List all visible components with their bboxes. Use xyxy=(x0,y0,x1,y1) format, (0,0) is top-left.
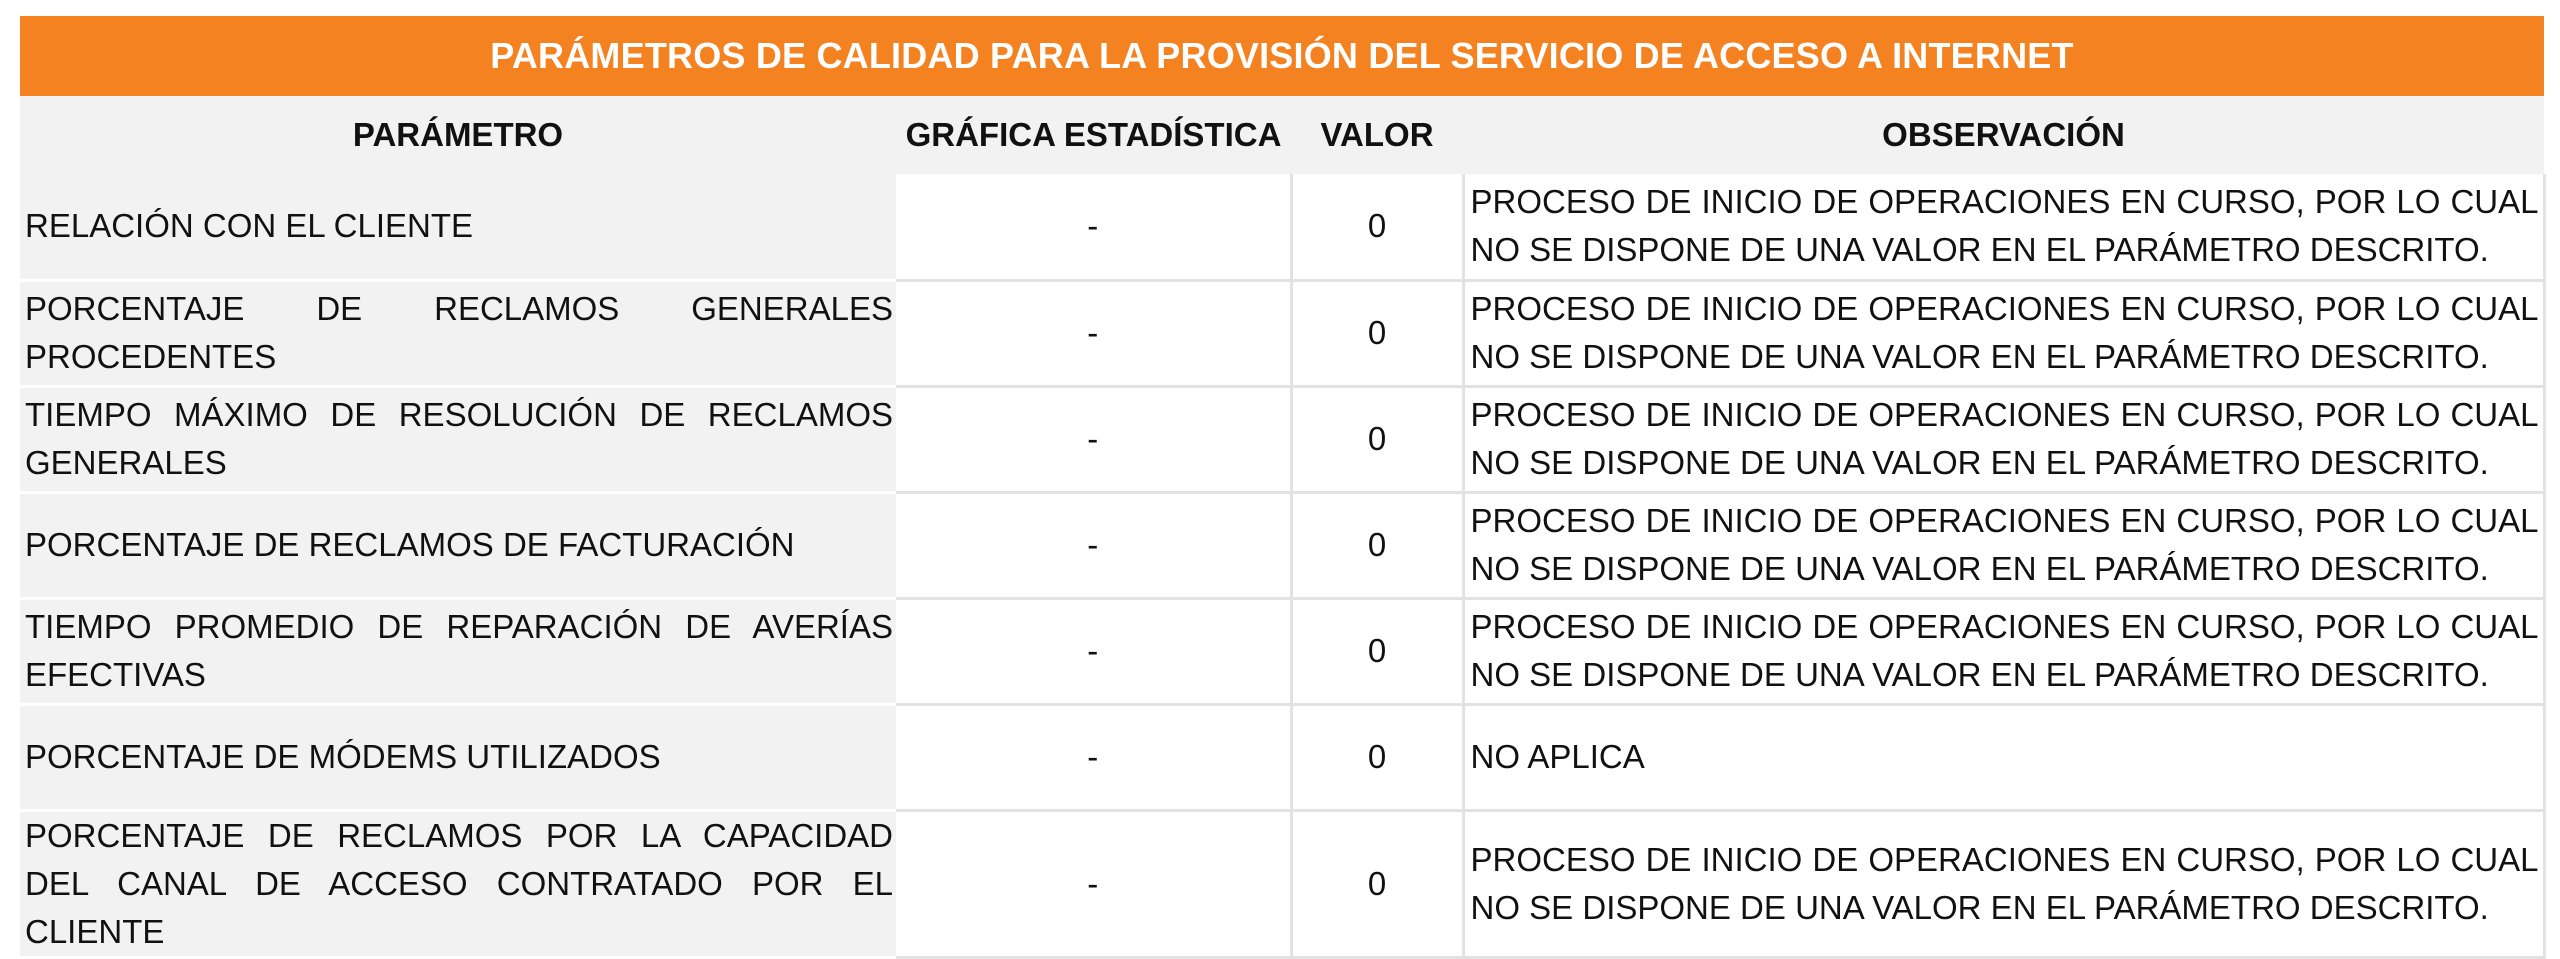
table-row xyxy=(20,810,2544,957)
column-header-observacion: OBSERVACIÓN xyxy=(1463,96,2544,174)
value-cell: 0 xyxy=(1291,386,1463,492)
chart-cell: - xyxy=(896,174,1291,280)
chart-cell: - xyxy=(896,704,1291,810)
chart-cell: - xyxy=(896,598,1291,704)
header-row xyxy=(20,96,2544,174)
column-header-valor: VALOR xyxy=(1291,96,1463,174)
quality-parameters-sheet xyxy=(20,16,2544,959)
table-row xyxy=(20,492,2544,598)
column-header-parametro: PARÁMETRO xyxy=(20,96,896,174)
value-cell: 0 xyxy=(1291,810,1463,957)
value-cell: 0 xyxy=(1291,704,1463,810)
value-cell: 0 xyxy=(1291,174,1463,280)
table-row xyxy=(20,386,2544,492)
observation-cell: PROCESO DE INICIO DE OPERACIONES EN CURSO, POR LO CUAL NO SE DISPONE DE UNA VALOR EN EL PARÁMETRO DESCRITO. xyxy=(1463,810,2544,957)
column-header-grafica: GRÁFICA ESTADÍSTICA xyxy=(896,96,1291,174)
parameter-cell: PORCENTAJE DE RECLAMOS DE FACTURACIÓN xyxy=(20,492,896,598)
parameter-cell: PORCENTAJE DE RECLAMOS POR LA CAPACIDAD DEL CANAL DE ACCESO CONTRATADO POR EL CLIENTE xyxy=(20,810,896,957)
table-row xyxy=(20,704,2544,810)
parameter-cell: PORCENTAJE DE RECLAMOS GENERALES PROCEDENTES xyxy=(20,280,896,386)
observation-cell: PROCESO DE INICIO DE OPERACIONES EN CURSO, POR LO CUAL NO SE DISPONE DE UNA VALOR EN EL PARÁMETRO DESCRITO. xyxy=(1463,492,2544,598)
value-cell: 0 xyxy=(1291,492,1463,598)
table-row xyxy=(20,598,2544,704)
parameter-cell: PORCENTAJE DE MÓDEMS UTILIZADOS xyxy=(20,704,896,810)
parameter-cell: RELACIÓN CON EL CLIENTE xyxy=(20,174,896,280)
table-row xyxy=(20,280,2544,386)
chart-cell: - xyxy=(896,280,1291,386)
observation-cell: NO APLICA xyxy=(1463,704,2544,810)
observation-cell: PROCESO DE INICIO DE OPERACIONES EN CURSO, POR LO CUAL NO SE DISPONE DE UNA VALOR EN EL PARÁMETRO DESCRITO. xyxy=(1463,174,2544,280)
parameter-cell: TIEMPO MÁXIMO DE RESOLUCIÓN DE RECLAMOS GENERALES xyxy=(20,386,896,492)
table-row xyxy=(20,174,2544,280)
observation-cell: PROCESO DE INICIO DE OPERACIONES EN CURSO, POR LO CUAL NO SE DISPONE DE UNA VALOR EN EL PARÁMETRO DESCRITO. xyxy=(1463,598,2544,704)
observation-cell: PROCESO DE INICIO DE OPERACIONES EN CURSO, POR LO CUAL NO SE DISPONE DE UNA VALOR EN EL PARÁMETRO DESCRITO. xyxy=(1463,280,2544,386)
parameter-cell: TIEMPO PROMEDIO DE REPARACIÓN DE AVERÍAS EFECTIVAS xyxy=(20,598,896,704)
chart-cell: - xyxy=(896,386,1291,492)
chart-cell: - xyxy=(896,492,1291,598)
value-cell: 0 xyxy=(1291,598,1463,704)
value-cell: 0 xyxy=(1291,280,1463,386)
chart-cell: - xyxy=(896,810,1291,957)
table-title: PARÁMETROS DE CALIDAD PARA LA PROVISIÓN DEL SERVICIO DE ACCESO A INTERNET xyxy=(20,16,2544,96)
parameters-table xyxy=(20,96,2546,959)
observation-cell: PROCESO DE INICIO DE OPERACIONES EN CURSO, POR LO CUAL NO SE DISPONE DE UNA VALOR EN EL PARÁMETRO DESCRITO. xyxy=(1463,386,2544,492)
